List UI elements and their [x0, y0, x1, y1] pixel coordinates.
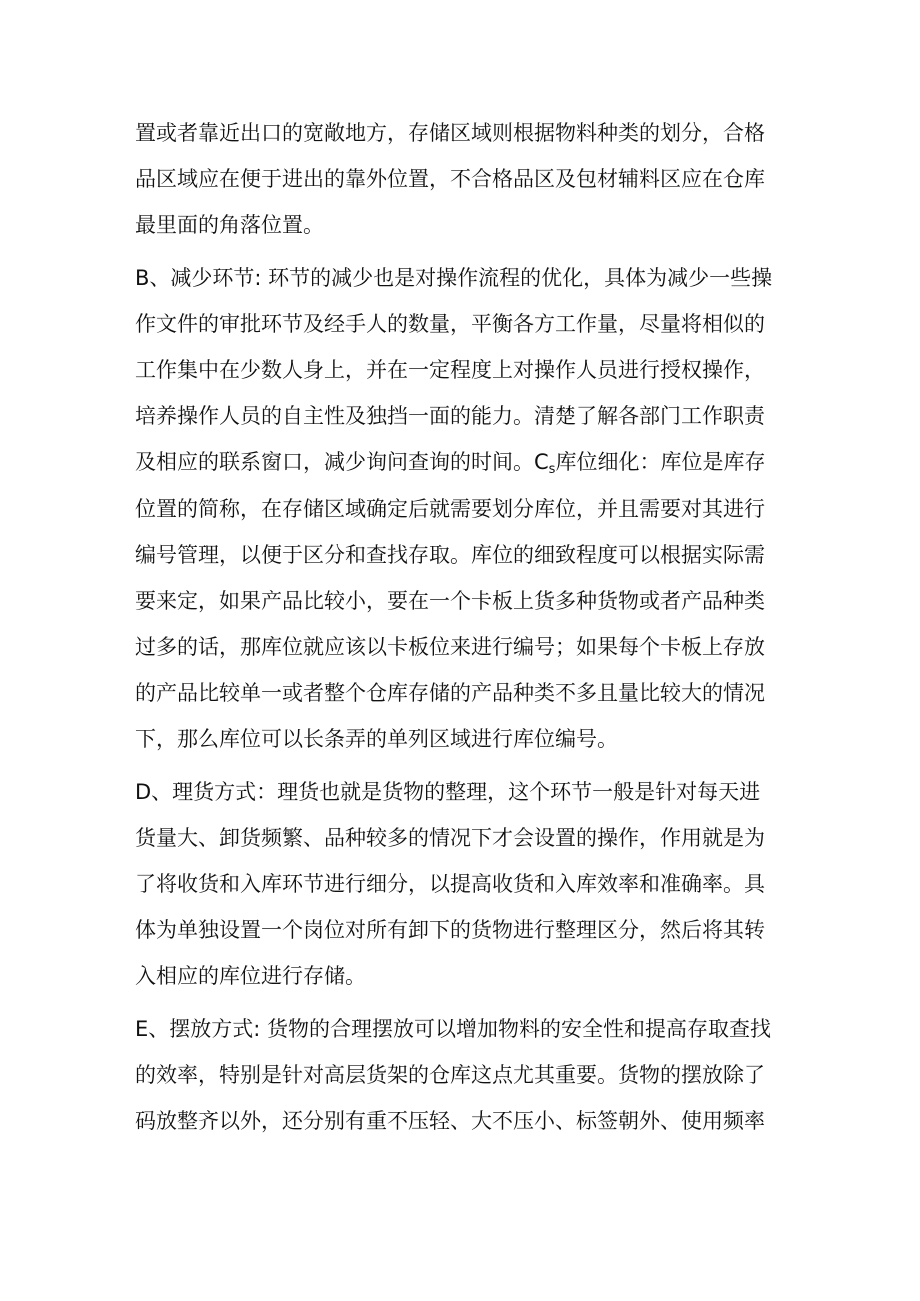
- paragraph-a-tail: [135, 110, 795, 249]
- text-segment: 库位细化：库位是库存: [555, 450, 766, 475]
- text-line: 下，那么库位可以长条弄的单列区域进行库位编号。: [135, 727, 618, 752]
- text-line: 要来定，如果产品比较小，要在一个卡板上货多种货物或者产品种类: [135, 588, 765, 613]
- text-segment: 及相应的联系窗口，减少询问查询的时间。C: [135, 450, 549, 475]
- document-body: [135, 110, 795, 1144]
- paragraph-b: [135, 255, 795, 763]
- paragraph-d: [135, 769, 795, 1000]
- subscript-text: s: [548, 462, 556, 478]
- text-line: 工作集中在少数人身上，并在一定程度上对操作人员进行授权操作，: [135, 357, 765, 382]
- text-line: 置或者靠近出口的宽敞地方，存储区域则根据物料种类的划分，合格: [135, 121, 765, 145]
- text-line: 了将收货和入库环节进行细分，以提高收货和入库效率和准确率。具: [135, 872, 765, 896]
- text-line: 的效率，特别是针对高层货架的仓库这点尤其重要。货物的摆放除了: [135, 1062, 765, 1087]
- text-line: 入相应的库位进行存储。: [135, 964, 366, 989]
- text-line: 培养操作人员的自主性及独挡一面的能力。清楚了解各部门工作职责: [135, 404, 765, 429]
- text-line: 的产品比较单一或者整个仓库存储的产品种类不多且量比较大的情况: [135, 681, 765, 706]
- text-line: 编号管理，以便于区分和查找存取。库位的细致程度可以根据实际需: [135, 542, 765, 567]
- text-line-mixed: [135, 439, 795, 485]
- text-line: 码放整齐以外，还分别有重不压轻、大不压小、标签朝外、使用频率: [135, 1108, 765, 1133]
- text-line: 货量大、卸货频繁、品种较多的情况下才会设置的操作，作用就是为: [135, 825, 765, 850]
- text-line: 最里面的角落位置。: [135, 213, 324, 238]
- text-line: 体为单独设置一个岗位对所有卸下的货物进行整理区分，然后将其转: [135, 918, 765, 943]
- text-line: 位置的简称，在存储区域确定后就需要划分库位，并且需要对其进行: [135, 496, 765, 521]
- text-line: 品区域应在便于进出的靠外位置，不合格品区及包材辅料区应在仓库: [135, 167, 765, 192]
- paragraph-e: [135, 1006, 795, 1145]
- text-line: B、减少环节: 环节的减少也是对操作流程的优化，具体为减少一些操: [135, 265, 773, 290]
- text-line: D、理货方式：理货也就是货物的整理，这个环节一般是针对每天进: [135, 779, 761, 804]
- text-line: 作文件的审批环节及经手人的数量，平衡各方工作量，尽量将相似的: [135, 311, 765, 336]
- text-line: E、摆放方式: 货物的合理摆放可以增加物料的安全性和提高存取查找: [135, 1016, 772, 1041]
- text-line: 过多的话，那库位就应该以卡板位来进行编号；如果每个卡板上存放: [135, 635, 765, 660]
